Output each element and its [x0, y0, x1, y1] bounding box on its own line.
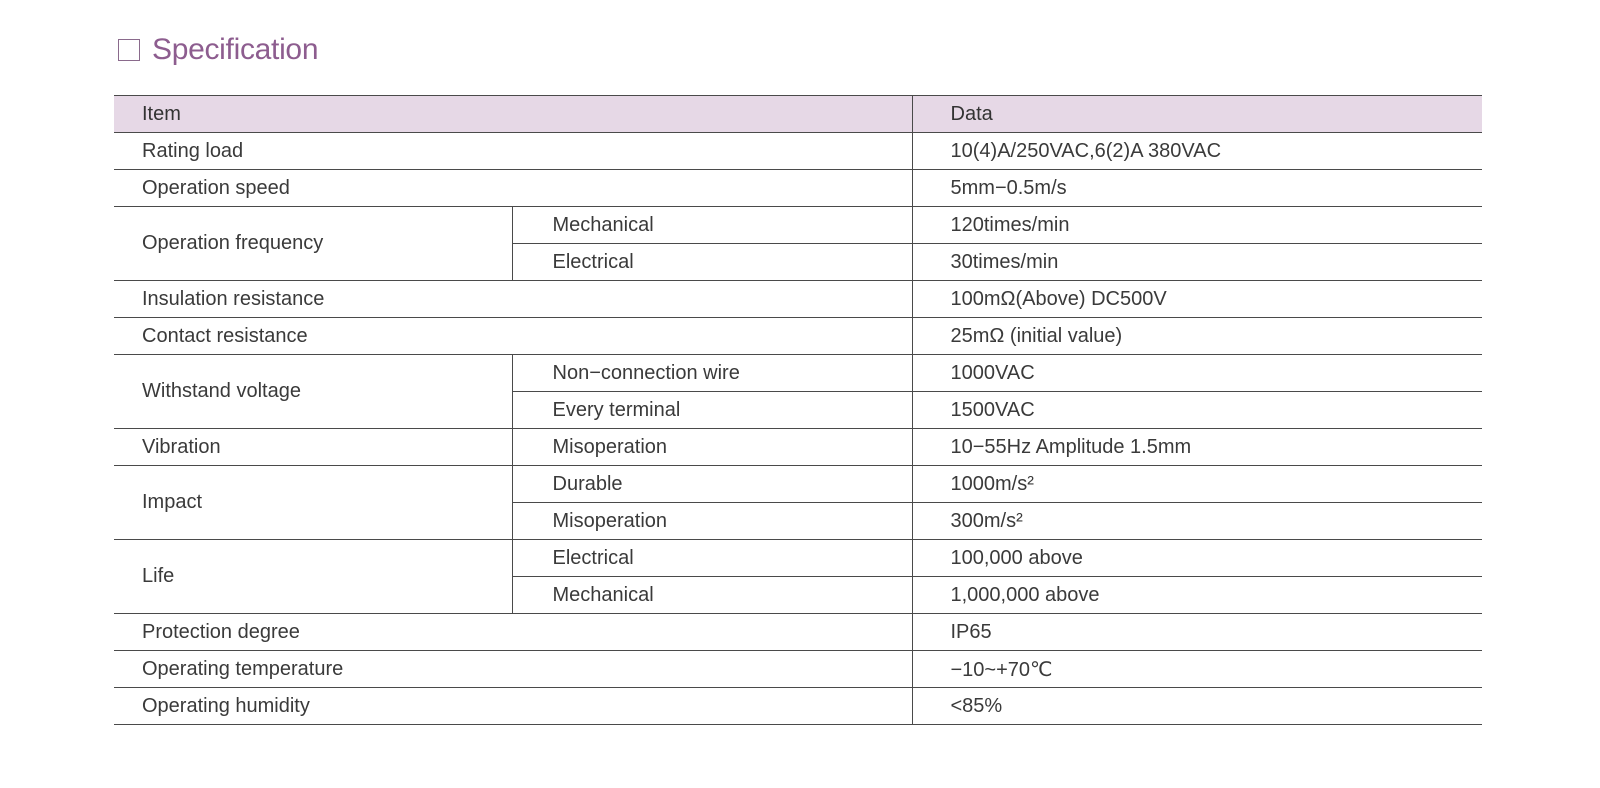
- row-item-label: Rating load: [114, 133, 912, 170]
- row-item-label: Operating humidity: [114, 688, 912, 725]
- row-sub-label: Electrical: [512, 540, 912, 577]
- row-item-label: Operating temperature: [114, 651, 912, 688]
- row-data-value: 1,000,000 above: [912, 577, 1482, 614]
- checkbox-square-icon: [118, 39, 140, 61]
- table-header-row: [114, 96, 1482, 133]
- table-row: [114, 614, 1482, 651]
- row-sub-label: Mechanical: [512, 577, 912, 614]
- table-body: [114, 133, 1482, 725]
- row-data-value: 100mΩ(Above) DC500V: [912, 281, 1482, 318]
- row-data-value: 30times/min: [912, 244, 1482, 281]
- row-sub-label: Non−connection wire: [512, 355, 912, 392]
- row-data-value: 1000VAC: [912, 355, 1482, 392]
- row-item-label: Contact resistance: [114, 318, 912, 355]
- row-sub-label: Misoperation: [512, 429, 912, 466]
- header-data: Data: [912, 96, 1482, 133]
- row-sub-label: Electrical: [512, 244, 912, 281]
- row-data-value: 5mm−0.5m/s: [912, 170, 1482, 207]
- row-data-value: IP65: [912, 614, 1482, 651]
- row-sub-label: Durable: [512, 466, 912, 503]
- table-row: [114, 170, 1482, 207]
- header-item: Item: [114, 96, 912, 133]
- row-item-label: Vibration: [114, 429, 512, 466]
- row-data-value: 10−55Hz Amplitude 1.5mm: [912, 429, 1482, 466]
- table-row: [114, 133, 1482, 170]
- page-title: Specification: [152, 33, 319, 66]
- section-heading: [118, 30, 318, 70]
- row-data-value: 1000m/s²: [912, 466, 1482, 503]
- table-row: [114, 281, 1482, 318]
- row-item-label: Withstand voltage: [114, 355, 512, 429]
- row-data-value: 10(4)A/250VAC,6(2)A 380VAC: [912, 133, 1482, 170]
- table-row: [114, 540, 1482, 577]
- table-row: [114, 429, 1482, 466]
- row-data-value: 300m/s²: [912, 503, 1482, 540]
- row-data-value: <85%: [912, 688, 1482, 725]
- row-item-label: Impact: [114, 466, 512, 540]
- row-data-value: 25mΩ (initial value): [912, 318, 1482, 355]
- row-sub-label: Misoperation: [512, 503, 912, 540]
- specification-table: [114, 95, 1482, 725]
- row-item-label: Protection degree: [114, 614, 912, 651]
- table-row: [114, 355, 1482, 392]
- row-item-label: Insulation resistance: [114, 281, 912, 318]
- table-row: [114, 318, 1482, 355]
- row-sub-label: Mechanical: [512, 207, 912, 244]
- row-data-value: −10~+70℃: [912, 651, 1482, 688]
- row-item-label: Operation speed: [114, 170, 912, 207]
- row-item-label: Operation frequency: [114, 207, 512, 281]
- table-row: [114, 207, 1482, 244]
- row-sub-label: Every terminal: [512, 392, 912, 429]
- row-data-value: 100,000 above: [912, 540, 1482, 577]
- row-data-value: 1500VAC: [912, 392, 1482, 429]
- table-row: [114, 466, 1482, 503]
- row-item-label: Life: [114, 540, 512, 614]
- table-row: [114, 651, 1482, 688]
- row-data-value: 120times/min: [912, 207, 1482, 244]
- table-row: [114, 688, 1482, 725]
